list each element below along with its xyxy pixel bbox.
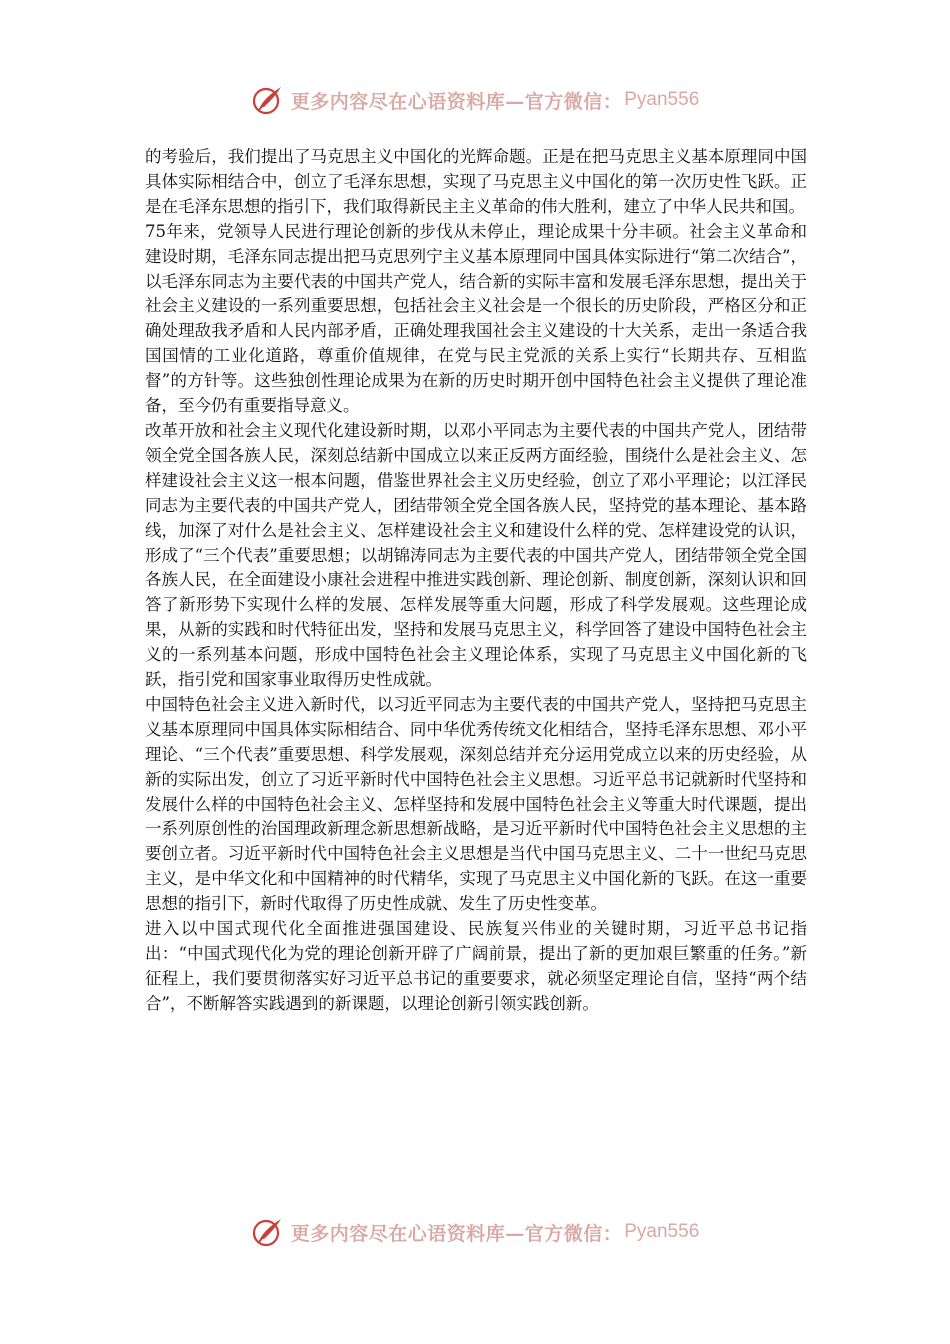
header-banner <box>0 80 950 120</box>
paragraph: 的考验后，我们提出了马克思主义中国化的光辉命题。正是在把马克思主义基本原理同中国具体实际相结合中，创立了毛泽东思想，实现了马克思主义中国化的第一次历史性飞跃。正是在毛泽东思想的指引下，我们取得新民主主义革命的伟大胜利，建立了中华人民共和国。 <box>145 147 807 216</box>
quill-pen-icon <box>251 83 285 117</box>
paragraph: 进入以中国式现代化全面推进强国建设、民族复兴伟业的关键时期，习近平总书记指出：“中国式现代化为党的理论创新开辟了广阔前景，提出了新的更加艰巨繁重的任务。”新征程上，我们要贯彻落实好习近平总书记的重要要求，就必须坚定理论自信，坚持“两个结合”，不断解答实践遇到的新课题，以理论创新引领实践创新。 <box>145 919 807 1013</box>
footer-banner-wechat-id: Pyan556 <box>624 1221 700 1242</box>
footer-banner-text: 更多内容尽在心语资料库—官方微信： <box>290 1222 623 1245</box>
paragraph: 改革开放和社会主义现代化建设新时期，以邓小平同志为主要代表的中国共产党人，团结带领全党全国各族人民，深刻总结新中国成立以来正反两方面经验，围绕什么是社会主义、怎样建设社会主义这一根本问题，借鉴世界社会主义历史经验，创立了邓小平理论；以江泽民同志为主要代表的中国共产党人，团结带领全党全国各族人民，坚持党的基本理论、基本路线，加深了对什么是社会主义、怎样建设社会主义和建设什么样的党、怎样建设党的认识，形成了“三个代表”重要思想；以胡锦涛同志为主要代表的中国共产党人，团结带领全党全国各族人民，在全面建设小康社会进程中推进实践创新、理论创新、制度创新，深刻认识和回答了新形势下实现什么样的发展、怎样发展等重大问题，形成了科学发展观。这些理论成果，从新的实践和时代特征出发，坚持和发展马克思主义，科学回答了建设中国特色社会主义的一系列基本问题，形成中国特色社会主义理论体系，实现了马克思主义中国化新的飞跃，指引党和国家事业取得历史性成就。 <box>145 420 807 690</box>
footer-banner <box>0 1212 950 1252</box>
document-body <box>145 145 807 1017</box>
header-banner-wechat-id: Pyan556 <box>624 89 700 110</box>
header-banner-text: 更多内容尽在心语资料库—官方微信： <box>290 90 623 113</box>
paragraph: 中国特色社会主义进入新时代，以习近平同志为主要代表的中国共产党人，坚持把马克思主义基本原理同中国具体实际相结合、同中华优秀传统文化相结合，坚持毛泽东思想、邓小平理论、“三个代表”重要思想、科学发展观，深刻总结并充分运用党成立以来的历史经验，从新的实际出发，创立了习近平新时代中国特色社会主义思想。习近平总书记就新时代坚持和发展什么样的中国特色社会主义、怎样坚持和发展中国特色社会主义等重大时代课题，提出一系列原创性的治国理政新理念新思想新战略，是习近平新时代中国特色社会主义思想的主要创立者。习近平新时代中国特色社会主义思想是当代中国马克思主义、二十一世纪马克思主义，是中华文化和中国精神的时代精华，实现了马克思主义中国化新的飞跃。在这一重要思想的指引下，新时代取得了历史性成就、发生了历史性变革。 <box>145 694 807 914</box>
quill-pen-icon <box>251 1215 285 1249</box>
paragraph: 75年来，党领导人民进行理论创新的步伐从未停止，理论成果十分丰硕。社会主义革命和建设时期，毛泽东同志提出把马克思列宁主义基本原理同中国具体实际进行“第二次结合”，以毛泽东同志为主要代表的中国共产党人，结合新的实际丰富和发展毛泽东思想，提出关于社会主义建设的一系列重要思想，包括社会主义社会是一个很长的历史阶段，严格区分和正确处理敌我矛盾和人民内部矛盾，正确处理我国社会主义建设的十大关系，走出一条适合我国国情的工业化道路，尊重价值规律，在党与民主党派的关系上实行“长期共存、互相监督”的方针等。这些独创性理论成果为在新的历史时期开创中国特色社会主义提供了理论准备，至今仍有重要指导意义。 <box>145 221 807 416</box>
